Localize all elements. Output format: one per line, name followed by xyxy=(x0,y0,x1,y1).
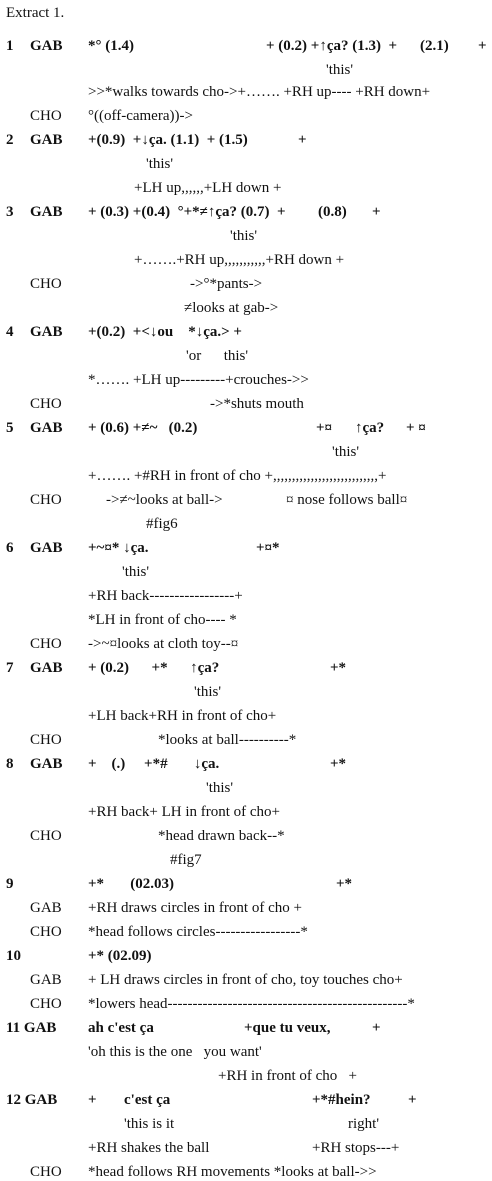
transcript-line: + ¤ xyxy=(406,420,426,436)
transcript-line: 1 xyxy=(6,38,14,54)
transcript-line: #fig6 xyxy=(146,516,178,532)
transcript-line: >>*walks towards cho->+……. +RH up---- +RH down+ xyxy=(88,84,431,100)
transcript-line: +~¤* ↓ça. xyxy=(88,540,149,556)
transcript-line: 10 xyxy=(6,948,21,964)
transcript-line: CHO xyxy=(30,732,62,748)
transcript-line: ↑ça? xyxy=(355,420,385,436)
transcript-line: 'oh this is the one you want' xyxy=(88,1044,262,1060)
transcript-line: 'or this' xyxy=(186,348,249,364)
transcript-line: 'this' xyxy=(326,62,354,78)
transcript-line: (2.1) xyxy=(420,38,449,54)
transcript-line: CHO xyxy=(30,108,62,124)
transcript-line: + xyxy=(372,204,381,220)
transcript-line: *lowers head------------------------------------------------* xyxy=(88,996,415,1012)
transcript-line: +*#hein? xyxy=(312,1092,371,1108)
transcript-line: c'est ça xyxy=(124,1092,171,1108)
transcript-line: CHO xyxy=(30,828,62,844)
transcript-line: + xyxy=(408,1092,417,1108)
transcript-line: CHO xyxy=(30,996,62,1012)
transcript-line: CHO xyxy=(30,1164,62,1180)
transcript-line: GAB xyxy=(30,900,62,916)
transcript-line: + xyxy=(298,132,307,148)
transcript-line: 'this' xyxy=(146,156,174,172)
transcript-line: 12 GAB xyxy=(6,1092,58,1108)
transcript-line: GAB xyxy=(30,756,63,772)
transcript-line: Extract 1. xyxy=(6,5,65,21)
transcript-line: ->°*pants-> xyxy=(190,276,263,292)
transcript-line: +……. +#RH in front of cho +,,,,,,,,,,,,,,,,,,,,,,,,,,,,+ xyxy=(88,468,387,484)
transcript-line: +RH shakes the ball xyxy=(88,1140,210,1156)
transcript-line: 11 GAB xyxy=(6,1020,57,1036)
transcript-line: 'this' xyxy=(230,228,258,244)
transcript-line: GAB xyxy=(30,420,63,436)
transcript-line: +* xyxy=(336,876,353,892)
transcript-line: +(0.2) +<↓ou *↓ça.> + xyxy=(88,324,242,340)
transcript-line: 'this' xyxy=(122,564,150,580)
transcript-line: GAB xyxy=(30,204,63,220)
transcript-line: + (0.2) +* ↑ça? xyxy=(88,660,220,676)
transcript-line: GAB xyxy=(30,38,63,54)
transcript-line: ¤ nose follows ball¤ xyxy=(286,492,408,508)
transcript-line: +* (02.03) xyxy=(88,876,175,892)
transcript-line: 'this' xyxy=(332,444,360,460)
transcript-line: +…….+RH up,,,,,,,,,,,+RH down + xyxy=(134,252,345,268)
transcript-line: +RH in front of cho + xyxy=(218,1068,357,1084)
transcript-line: +¤* xyxy=(256,540,280,556)
transcript-line: GAB xyxy=(30,660,63,676)
transcript-line: *° (1.4) xyxy=(88,38,134,54)
transcript-line: CHO xyxy=(30,492,62,508)
transcript-line: *head follows RH movements *looks at ball->> xyxy=(88,1164,377,1180)
transcript-line: 5 xyxy=(6,420,14,436)
transcript-line: ≠looks at gab-> xyxy=(184,300,279,316)
transcript-line: ->≠~looks at ball-> xyxy=(106,492,223,508)
transcript-line: +* xyxy=(330,756,347,772)
transcript-line: *looks at ball----------* xyxy=(158,732,297,748)
transcript-line: CHO xyxy=(30,276,62,292)
transcript-line: ah c'est ça xyxy=(88,1020,154,1036)
transcript-line: +* (02.09) xyxy=(88,948,152,964)
transcript-line: +RH back-----------------+ xyxy=(88,588,243,604)
transcript-line: + (.) +*# ↓ça. xyxy=(88,756,220,772)
transcript-line: CHO xyxy=(30,396,62,412)
transcript-line: GAB xyxy=(30,540,63,556)
transcript-line: +LH up,,,,,,+LH down + xyxy=(134,180,282,196)
transcript-line: 8 xyxy=(6,756,14,772)
transcript-line: GAB xyxy=(30,324,63,340)
transcript-line: + (0.2) +↑ça? (1.3) + xyxy=(266,38,398,54)
transcript-line: CHO xyxy=(30,636,62,652)
transcript-line: + xyxy=(88,1092,97,1108)
transcript-line: +RH draws circles in front of cho + xyxy=(88,900,302,916)
transcript-line: +LH back+RH in front of cho+ xyxy=(88,708,277,724)
transcript-line: + (0.6) +≠~ (0.2) xyxy=(88,420,198,436)
transcript-line: +(0.9) +↓ça. (1.1) + (1.5) xyxy=(88,132,248,148)
transcript-line: CHO xyxy=(30,924,62,940)
transcript-line: 'this is it xyxy=(124,1116,175,1132)
transcript-line: +que tu veux, xyxy=(244,1020,331,1036)
transcript-line: (0.8) xyxy=(318,204,347,220)
transcript-line: 7 xyxy=(6,660,14,676)
transcript-line: +RH stops---+ xyxy=(312,1140,400,1156)
transcript-line: 9 xyxy=(6,876,14,892)
transcript-line: + xyxy=(478,38,487,54)
transcript-line: 'this' xyxy=(194,684,222,700)
transcript-line: 'this' xyxy=(206,780,234,796)
transcript-line: #fig7 xyxy=(170,852,202,868)
transcript-line: *LH in front of cho---- * xyxy=(88,612,237,628)
transcript-line: + xyxy=(372,1020,381,1036)
transcript-line: 4 xyxy=(6,324,14,340)
transcript-line: + (0.3) +(0.4) °+*≠↑ça? (0.7) + xyxy=(88,204,286,220)
transcript-line: ->*shuts mouth xyxy=(210,396,304,412)
transcript-line: 2 xyxy=(6,132,14,148)
transcript-line: right' xyxy=(348,1116,380,1132)
transcript-line: GAB xyxy=(30,972,62,988)
transcript-line: +* xyxy=(330,660,347,676)
transcript-line: + LH draws circles in front of cho, toy touches cho+ xyxy=(88,972,403,988)
transcript-line: GAB xyxy=(30,132,63,148)
transcript-line: *head follows circles-----------------* xyxy=(88,924,308,940)
transcript-line: +¤ xyxy=(316,420,333,436)
transcript-line: 6 xyxy=(6,540,14,556)
transcript-line: ->~¤looks at cloth toy--¤ xyxy=(88,636,239,652)
transcript-line: °((off-camera))-> xyxy=(88,108,193,124)
transcript-line: *head drawn back--* xyxy=(158,828,285,844)
transcript-line: *……. +LH up---------+crouches->> xyxy=(88,372,309,388)
transcript-line: 3 xyxy=(6,204,14,220)
transcript-line: +RH back+ LH in front of cho+ xyxy=(88,804,281,820)
